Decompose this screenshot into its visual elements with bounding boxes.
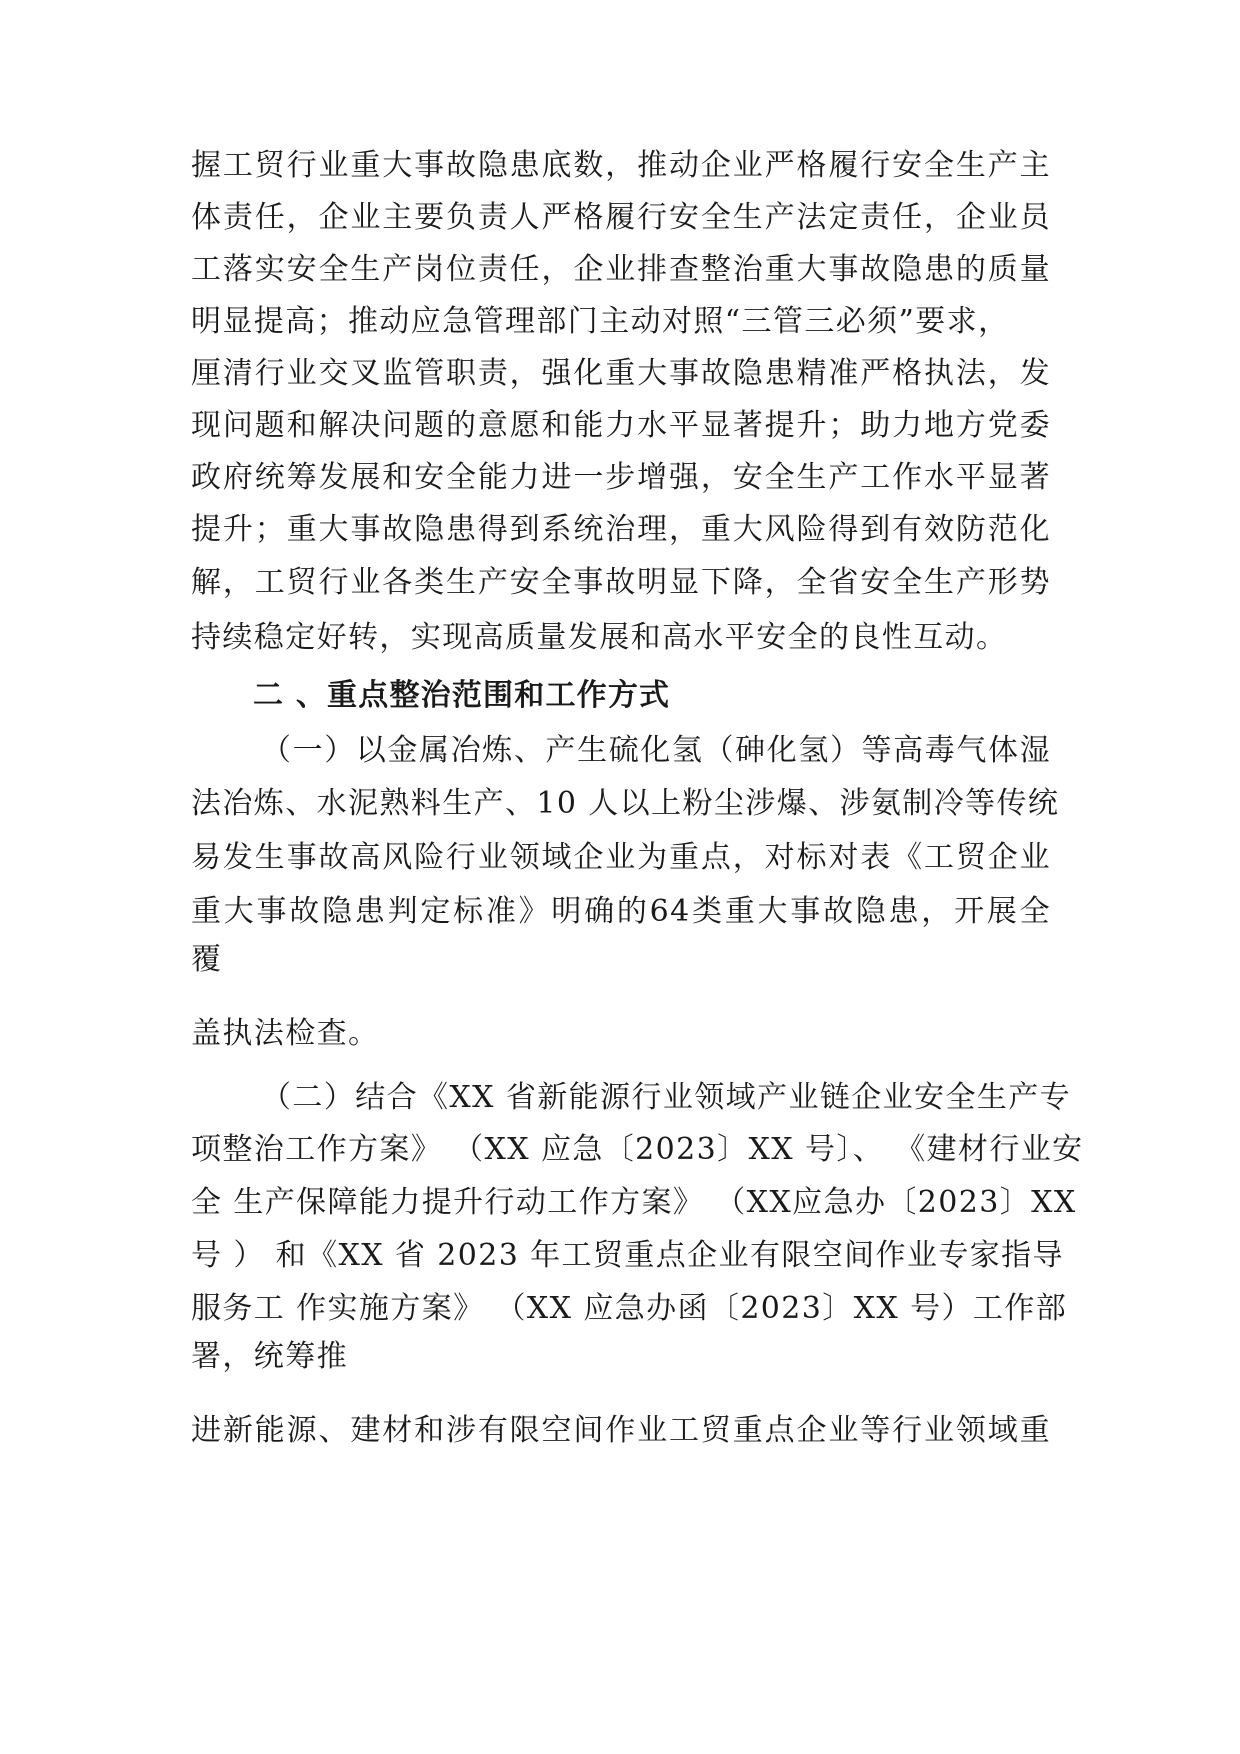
body-line: 明显提高；推动应急管理部门主动对照“三管三必须”要求，	[191, 304, 1010, 339]
section1-line: （一）以金属冶炼、产生硫化氢（砷化氢）等高毒气体湿	[261, 733, 1051, 768]
body-line: 解，工贸行业各类生产安全事故明显下降，全省安全生产形势	[191, 565, 1051, 600]
section2-line: （二）结合《XX 省新能源行业领域产业链企业安全生产专	[261, 1080, 1072, 1115]
body-line: 现问题和解决问题的意愿和能力水平显著提升；助力地方党委	[191, 408, 1051, 443]
body-line: 体责任，企业主要负责人严格履行安全生产法定责任，企业员	[191, 200, 1051, 235]
body-line: 提升；重大事故隐患得到系统治理，重大风险得到有效防范化	[191, 512, 1051, 547]
section2-line: 服务工 作实施方案》 （XX 应急办函〔2023〕XX 号）工作部	[191, 1291, 1068, 1326]
section2-line: 项整治工作方案》 （XX 应急〔2023〕XX 号〕、 《建材行业安	[191, 1132, 1084, 1167]
section1-line: 重大事故隐患判定标准》明确的64类重大事故隐患，开展全	[191, 894, 1051, 929]
section-heading: 二 、重点整治范围和工作方式	[253, 678, 671, 713]
section1-line: 盖执法检查。	[191, 1016, 380, 1051]
body-line: 工落实安全生产岗位责任，企业排查整治重大事故隐患的质量	[191, 252, 1051, 287]
body-line: 厘清行业交叉监管职责，强化重大事故隐患精准严格执法，发	[191, 356, 1051, 391]
section1-line: 易发生事故高风险行业领域企业为重点，对标对表《工贸企业	[191, 840, 1051, 875]
section1-line: 法冶炼、水泥熟料生产、10 人以上粉尘涉爆、涉氨制冷等传统	[191, 786, 1060, 821]
section2-line: 署，统筹推	[191, 1339, 348, 1374]
body-line: 握工贸行业重大事故隐患底数，推动企业严格履行安全生产主	[191, 148, 1051, 183]
body-line: 政府统筹发展和安全能力进一步增强，安全生产工作水平显著	[191, 460, 1051, 495]
body-line: 持续稳定好转，实现高质量发展和高水平安全的良性互动。	[191, 620, 1008, 655]
section1-line: 覆	[191, 942, 223, 977]
section2-line: 号 ） 和《XX 省 2023 年工贸重点企业有限空间作业专家指导	[191, 1238, 1064, 1273]
section2-line: 进新能源、建材和涉有限空间作业工贸重点企业等行业领域重	[191, 1413, 1051, 1448]
section2-line: 全 生产保障能力提升行动工作方案》 （XX应急办〔2023〕XX	[191, 1185, 1077, 1220]
